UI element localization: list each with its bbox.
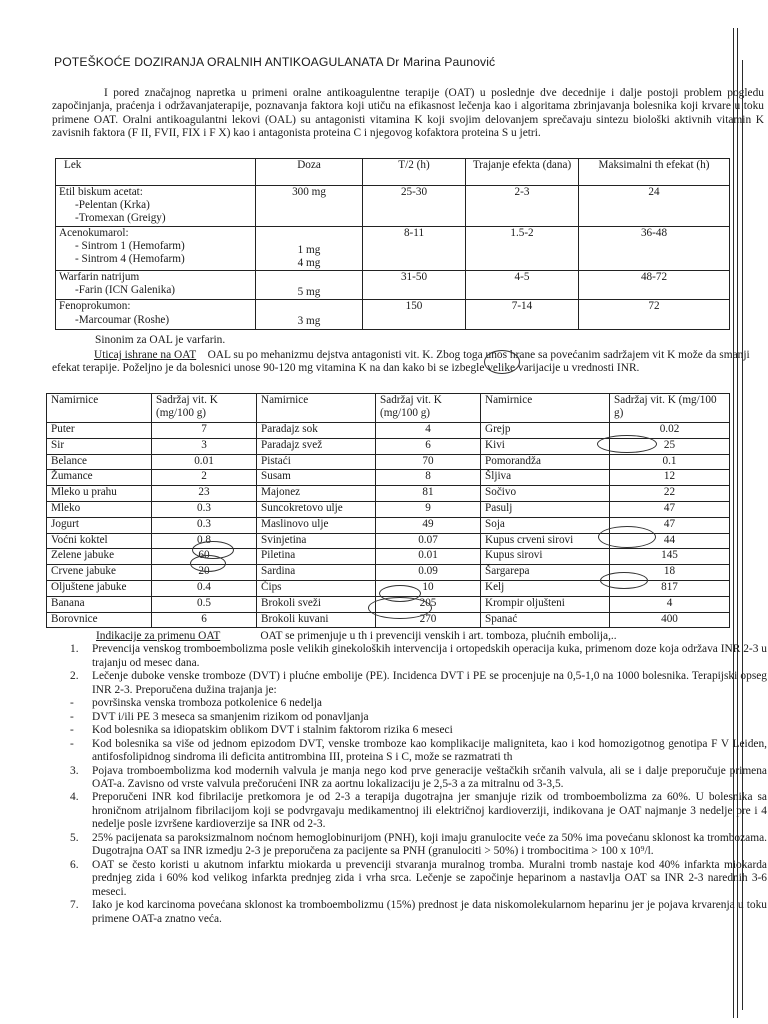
food-name-cell: Sočivo — [481, 486, 610, 502]
drug-header-cell: Doza — [256, 159, 363, 186]
food-name-cell: Crvene jabuke — [47, 565, 152, 581]
drug-duration-cell: 7-14 — [466, 300, 579, 329]
food-name-cell: Soja — [481, 517, 610, 533]
food-name-cell: Puter — [47, 423, 152, 439]
drug-name: Etil biskum acetat: — [59, 186, 143, 198]
indication-item — [52, 899, 767, 926]
handwritten-circle-mark — [368, 597, 432, 619]
food-name-cell: Voćni koktel — [47, 533, 152, 549]
food-table-row — [47, 470, 730, 486]
drug-dose-cell: 300 mg — [256, 186, 363, 227]
drug-half-life-cell: 25-30 — [363, 186, 466, 227]
drug-dose-cell: 1 mg 4 mg — [256, 226, 363, 270]
drug-table — [55, 158, 730, 330]
vitamin-k-value-cell: 20 — [152, 565, 257, 581]
vitamin-k-value-cell: 817 — [610, 580, 730, 596]
food-table-row — [47, 549, 730, 565]
food-name-cell: Suncokretovo ulje — [257, 501, 376, 517]
drug-brand: - Sintrom 4 (Hemofarm) — [75, 253, 185, 266]
vitamin-k-value-cell: 6 — [376, 438, 481, 454]
vitamin-k-value-cell: 47 — [610, 501, 730, 517]
vitamin-k-value-cell: 3 — [152, 438, 257, 454]
vitamin-k-value-cell: 270 — [376, 612, 481, 628]
food-name-cell: Krompir oljušteni — [481, 596, 610, 612]
indication-item — [52, 643, 767, 670]
indication-marker: 3. — [70, 764, 79, 777]
drug-dose-cell: 5 mg — [256, 271, 363, 300]
drug-brand: - Sintrom 1 (Hemofarm) — [75, 239, 185, 252]
food-name-cell: Pasulj — [481, 501, 610, 517]
vitamin-k-value-cell: 0.07 — [376, 533, 481, 549]
handwritten-circle-mark — [598, 526, 656, 548]
food-table-row — [47, 501, 730, 517]
handwritten-circle-mark — [484, 350, 520, 374]
food-name-cell: Brokoli sveži — [257, 596, 376, 612]
diet-heading: Uticaj ishrane na OAT — [94, 349, 197, 361]
food-name-cell: Susam — [257, 470, 376, 486]
drug-table-row — [56, 300, 730, 329]
drug-name-cell — [56, 186, 256, 227]
drug-duration-cell: 2-3 — [466, 186, 579, 227]
food-header-cell: Sadržaj vit. K (mg/100 g) — [610, 394, 730, 423]
indication-text: Prevencija venskog tromboembolizma posle velikih ginekoloških intervencija i ortopedskih operacija kuka, primenom doze koja održava INR 2-3 u trajanju od mesec dana. — [92, 643, 767, 669]
indication-text: Lečenje duboke venske tromboze (DVT) i plućne embolije (PE). Incidenca DVT i PE se procenjuje na 0,5-1,0 na 1000 bolesnika. Terapijski opseg INR 2-3. Preporučena dužina trajanja je: — [92, 670, 767, 696]
handwritten-circle-mark — [597, 435, 657, 453]
drug-max-effect-cell: 72 — [579, 300, 730, 329]
vitamin-k-value-cell: 0.09 — [376, 565, 481, 581]
drug-duration-cell: 4-5 — [466, 271, 579, 300]
indication-text: 25% pacijenata sa paroksizmalnom noćnom hemoglobinurijom (PNH), koji imaju granulocite veće za 50% ima povećanu sklonost ka trombozama. Dugotrajna OAT sa INR izmedju 2-3 je preporučena za pacijente sa PNH (granulociti > 50%) i trombocitima > 100 x 10⁹/l. — [92, 831, 767, 858]
indication-item — [52, 711, 767, 724]
food-name-cell: Paradajz sok — [257, 423, 376, 439]
drug-max-effect-cell: 48-72 — [579, 271, 730, 300]
vitamin-k-value-cell: 60 — [152, 549, 257, 565]
food-name-cell: Pistaći — [257, 454, 376, 470]
food-name-cell: Brokoli kuvani — [257, 612, 376, 628]
indication-item — [52, 859, 767, 899]
drug-header-cell: Lek — [56, 159, 256, 186]
handwritten-circle-mark — [600, 572, 648, 589]
vitamin-k-value-cell: 81 — [376, 486, 481, 502]
food-name-cell: Mleko — [47, 501, 152, 517]
drug-half-life-cell: 8-11 — [363, 226, 466, 270]
drug-table-row — [56, 226, 730, 270]
food-header-cell: Sadržaj vit. K (mg/100 g) — [376, 394, 481, 423]
food-name-cell: Kupus crveni sirovi — [481, 533, 610, 549]
indications-list — [52, 643, 767, 926]
drug-header-cell: Maksimalni th efekat (h) — [579, 159, 730, 186]
indication-item — [52, 670, 767, 697]
food-name-cell: Grejp — [481, 423, 610, 439]
food-name-cell: Šljiva — [481, 470, 610, 486]
indication-marker: - — [70, 724, 74, 737]
vitamin-k-value-cell: 2 — [152, 470, 257, 486]
vitamin-k-value-cell: 7 — [152, 423, 257, 439]
drug-brand: -Marcoumar (Roshe) — [75, 313, 170, 326]
indication-text: Preporučeni INR kod fibrilacije pretkomora je od 2-3 a terapija dugotrajna jer smanjuje rizik od tromboembolizma za 60%. U bolesnika sa hroničnom atrijalnom fibrilacijom koji se podvrgavaju medikamentnoj ili električnoj kardioverziji, indikovana je OAT najmanje 3 nedelje pre i 4 nedelje posle izvršene kardioverzije sa INR od 2-3. — [92, 791, 767, 831]
food-name-cell: Mleko u prahu — [47, 486, 152, 502]
vitamin-k-value-cell: 0.8 — [152, 533, 257, 549]
indication-item — [52, 697, 767, 710]
vitamin-k-value-cell: 25 — [610, 438, 730, 454]
indication-marker: 7. — [70, 899, 79, 912]
vitamin-k-value-cell: 0.02 — [610, 423, 730, 439]
vitamin-k-value-cell: 0.01 — [152, 454, 257, 470]
food-table-header — [47, 394, 730, 423]
vitamin-k-value-cell: 9 — [376, 501, 481, 517]
indication-text: Iako je kod karcinoma povećana sklonost ka tromboembolizmu (15%) prednost je data niskomolekularnom heparinu jer je pojava krvarenja u toku primene OAT-a znatno veća. — [92, 899, 767, 925]
drug-brand: -Pelentan (Krka) — [75, 199, 150, 212]
vitamin-k-value-cell: 12 — [610, 470, 730, 486]
food-name-cell: Čips — [257, 580, 376, 596]
indication-marker: 2. — [70, 670, 79, 683]
indications-heading: Indikacije za primenu OAT — [96, 630, 221, 642]
food-header-cell: Namirnice — [47, 394, 152, 423]
food-name-cell: Sir — [47, 438, 152, 454]
drug-table-body — [56, 186, 730, 330]
food-name-cell: Žumance — [47, 470, 152, 486]
drug-brand: -Farin (ICN Galenika) — [75, 284, 176, 297]
food-name-cell: Banana — [47, 596, 152, 612]
drug-max-effect-cell: 36-48 — [579, 226, 730, 270]
vitamin-k-value-cell: 10 — [376, 580, 481, 596]
food-name-cell: Sardina — [257, 565, 376, 581]
food-name-cell: Maslinovo ulje — [257, 517, 376, 533]
indication-marker: 4. — [70, 791, 79, 804]
vitamin-k-value-cell: 49 — [376, 517, 481, 533]
drug-dose-cell: 3 mg — [256, 300, 363, 329]
vitamin-k-value-cell: 8 — [376, 470, 481, 486]
intro-text: I pored značajnog napretka u primeni oralne antikoagulentne terapije (OAT) u poslednje dve decednije i dalje postoji problem pogledu započinjanja, praćenja i održavanjaterapije, poznavanja faktora koji utiču na efikasnost lečenja kao i algoritama zbrinjavanja bolesnika koji krvare u toku primene OAT. Oralni antikoagulantni lekovi (OAL) su antagonisti vitamina K koji svojim delovanjem sprečavaju sintezu biološki aktivnih vitamin K zavisnih faktora (F II, FVII, FIX i F X) kao i antagonista proteina C i njegovog kofaktora proteina S u jetri. — [52, 87, 764, 140]
food-name-cell: Piletina — [257, 549, 376, 565]
drug-name: Acenokumarol: — [59, 226, 129, 239]
vitamin-k-value-cell: 44 — [610, 533, 730, 549]
indications-lead: OAT se primenjuje u th i prevenciji venskih i art. tomboza, plućnih embolija,.. — [260, 630, 617, 642]
vitamin-k-value-cell: 70 — [376, 454, 481, 470]
food-table-row — [47, 454, 730, 470]
indications-heading-line — [96, 630, 767, 643]
indication-marker: 5. — [70, 831, 79, 844]
vitamin-k-value-cell: 0.3 — [152, 501, 257, 517]
drug-name: Warfarin natrijum — [59, 271, 140, 284]
food-name-cell: Jogurt — [47, 517, 152, 533]
indication-item — [52, 765, 767, 792]
food-name-cell: Spanać — [481, 612, 610, 628]
vitamin-k-value-cell: 400 — [610, 612, 730, 628]
indication-item — [52, 724, 767, 737]
food-name-cell: Kivi — [481, 438, 610, 454]
vitamin-k-value-cell: 4 — [610, 596, 730, 612]
indication-marker: - — [70, 710, 74, 723]
indication-item — [52, 791, 767, 831]
handwritten-circle-mark — [190, 555, 226, 572]
drug-table-row — [56, 186, 730, 227]
food-name-cell: Majonez — [257, 486, 376, 502]
indication-text: Kod bolesnika sa više od jednom epizodom DVT, venske tromboze kao komplikacije maligniteta, kao i kod homozigotnog genotipa F V Leiden, antifosfolipidnog sindroma ili deficita antitrombina III, proteina S i C, može se razmatrati th — [92, 737, 767, 764]
food-header-cell: Namirnice — [481, 394, 610, 423]
drug-table-row — [56, 271, 730, 300]
drug-header-cell: T/2 (h) — [363, 159, 466, 186]
food-name-cell: Kelj — [481, 580, 610, 596]
vitamin-k-value-cell: 0.4 — [152, 580, 257, 596]
vitamin-k-value-cell: 145 — [610, 549, 730, 565]
drug-name-cell — [56, 300, 256, 329]
diet-text: OAL su po mehanizmu dejstva antagonisti vit. K. Zbog toga unos hrane sa povećanim sadržajem vit K može da smanji efekat terapije. Poželjno je da bolesnici unose 90-120 mg vitamina K na dan kako bi se izbegle velike varijacije u vrednosti INR. — [52, 349, 750, 375]
food-name-cell: Paradajz svež — [257, 438, 376, 454]
food-name-cell: Kupus sirovi — [481, 549, 610, 565]
food-header-cell: Sadržaj vit. K (mg/100 g) — [152, 394, 257, 423]
drug-max-effect-cell: 24 — [579, 186, 730, 227]
food-name-cell: Oljuštene jabuke — [47, 580, 152, 596]
food-header-cell: Namirnice — [257, 394, 376, 423]
drug-half-life-cell: 150 — [363, 300, 466, 329]
vitamin-k-value-cell: 6 — [152, 612, 257, 628]
intro-paragraph — [52, 87, 764, 141]
drug-header-cell: Trajanje efekta (dana) — [466, 159, 579, 186]
indication-marker: 6. — [70, 858, 79, 871]
vitamin-k-value-cell: 205 — [376, 596, 481, 612]
drug-table-header — [56, 159, 730, 186]
page-title: POTEŠKOĆE DOZIRANJA ORALNIH ANTIKOAGULANATA Dr Marina Paunović — [54, 55, 496, 69]
diet-section — [52, 349, 764, 376]
vitamin-k-value-cell: 23 — [152, 486, 257, 502]
indication-item — [52, 832, 767, 859]
vitamin-k-value-cell: 0.1 — [610, 454, 730, 470]
synonym-note: Sinonim za OAL je varfarin. — [95, 334, 226, 346]
vitamin-k-value-cell: 47 — [610, 517, 730, 533]
indication-text: DVT i/ili PE 3 meseca sa smanjenim rizikom od ponavljanja — [92, 710, 369, 723]
vitamin-k-value-cell: 0.5 — [152, 596, 257, 612]
drug-half-life-cell: 31-50 — [363, 271, 466, 300]
indication-text: OAT se često koristi u akutnom infarktu miokarda u prevenciji stvaranja muralnog tromba. Muralni tromb nastaje kod 40% infarkta miokarda prednjeg zida i 60% kod velikog infarkta prednjeg zida i vrha srca. Lečenje se započinje heparinom a nastavlja OAT sa INR 2-3 narednih 3-6 meseci. — [92, 858, 767, 898]
drug-duration-cell: 1.5-2 — [466, 226, 579, 270]
food-name-cell: Borovnice — [47, 612, 152, 628]
vitamin-k-value-cell: 22 — [610, 486, 730, 502]
drug-name: Fenoprokumon: — [59, 300, 131, 313]
vitamin-k-value-cell: 0.3 — [152, 517, 257, 533]
food-name-cell: Šargarepa — [481, 565, 610, 581]
indication-text: površinska venska tromboza potkolenice 6 nedelja — [92, 697, 322, 710]
food-name-cell: Svinjetina — [257, 533, 376, 549]
drug-name-cell — [56, 271, 256, 300]
food-name-cell: Pomorandža — [481, 454, 610, 470]
indication-text: Kod bolesnika sa idiopatskim oblikom DVT i stalnim faktorom rizika 6 meseci — [92, 724, 453, 737]
indications-section — [52, 630, 767, 926]
indication-marker: - — [70, 697, 74, 710]
indication-item — [52, 738, 767, 765]
drug-name-cell — [56, 226, 256, 270]
food-name-cell: Belance — [47, 454, 152, 470]
food-table-row — [47, 486, 730, 502]
vitamin-k-value-cell: 18 — [610, 565, 730, 581]
indication-marker: 1. — [70, 643, 79, 656]
drug-brand: -Tromexan (Greigy) — [75, 212, 166, 225]
vitamin-k-value-cell: 0.01 — [376, 549, 481, 565]
food-name-cell: Zelene jabuke — [47, 549, 152, 565]
indication-marker: - — [70, 737, 74, 750]
vitamin-k-value-cell: 4 — [376, 423, 481, 439]
indication-text: Pojava tromboembolizma kod modernih valvula je manja nego kod prve generacije veštačkih srčanih valvula, ali se i dalje preporučuje primena OAT-a. Zavisno od vrste valvula prečorućeni INR za aortnu lokalizaciju je 2,5-3 a za mitralnu od 3-3,5. — [92, 764, 767, 790]
